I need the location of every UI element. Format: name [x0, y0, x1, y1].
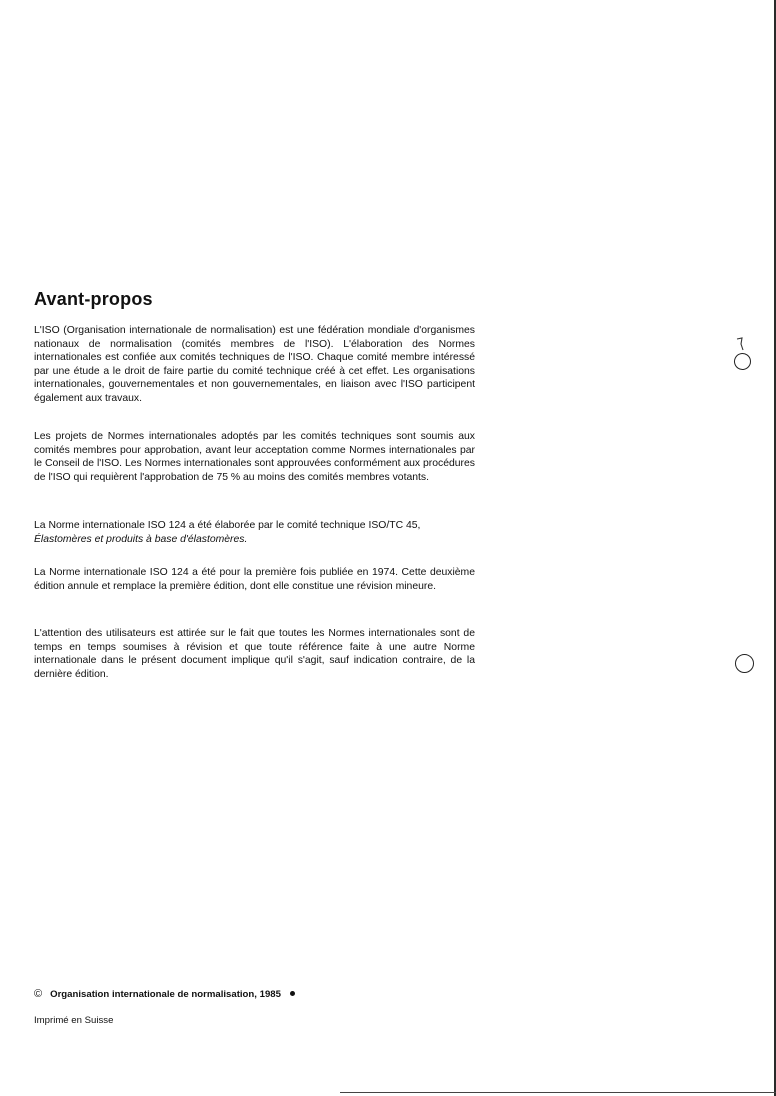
committee-title: Élastomères et produits à base d'élastomères.: [34, 533, 248, 545]
pen-mark-icon: [736, 336, 746, 352]
paragraph-revision-notice: L'attention des utilisateurs est attirée sur le fait que toutes les Normes internationales sont de temps en temps soumises à révision et que toute référence faite à une autre Norme internationale dans le présent document implique qu'il s'agit, sauf indication contraire, de la dernière édition.: [34, 628, 475, 680]
page-title: Avant-propos: [34, 289, 153, 309]
paragraph-edition-history: La Norme internationale ISO 124 a été pour la première fois publiée en 1974. Cette deuxième édition annule et remplace la première édition, dont elle constitue une révision mineure.: [34, 567, 475, 592]
copyright-line: [34, 988, 295, 1000]
punch-hole-icon: [733, 352, 753, 372]
printed-in-label: Imprimé en Suisse: [34, 1015, 114, 1026]
punch-hole-icon: [735, 654, 754, 673]
committee-sentence: La Norme internationale ISO 124 a été élaborée par le comité technique ISO/TC 45,: [34, 520, 421, 531]
paragraph-iso-organisation: L'ISO (Organisation internationale de normalisation) est une fédération mondiale d'organismes nationaux de normalisation (comités membres de l'ISO). L'élaboration des Normes internationales est confiée aux comités techniques de l'ISO. Chaque comité membre intéressé par une étude a le droit de faire partie du comité technique créé à cet effet. Les organisations internationales, gouvernementales et non gouvernementales, en liaison avec l'ISO participent également aux travaux.: [34, 325, 475, 404]
paragraph-draft-standards: Les projets de Normes internationales adoptés par les comités techniques sont soumis aux comités membres pour approbation, avant leur acceptation comme Normes internationales par le Conseil de l'ISO. Les Normes internationales sont approuvées conformément aux procédures de l'ISO qui requièrent l'approbation de 75 % au moins des comités membres votants.: [34, 431, 475, 483]
paragraph-technical-committee: [34, 519, 475, 546]
copyright-icon: ©: [34, 988, 43, 1000]
copyright-text: Organisation internationale de normalisation, 1985: [50, 989, 281, 1000]
bullet-dot-icon: [290, 991, 295, 996]
scan-edge-bottom: [340, 1092, 776, 1093]
